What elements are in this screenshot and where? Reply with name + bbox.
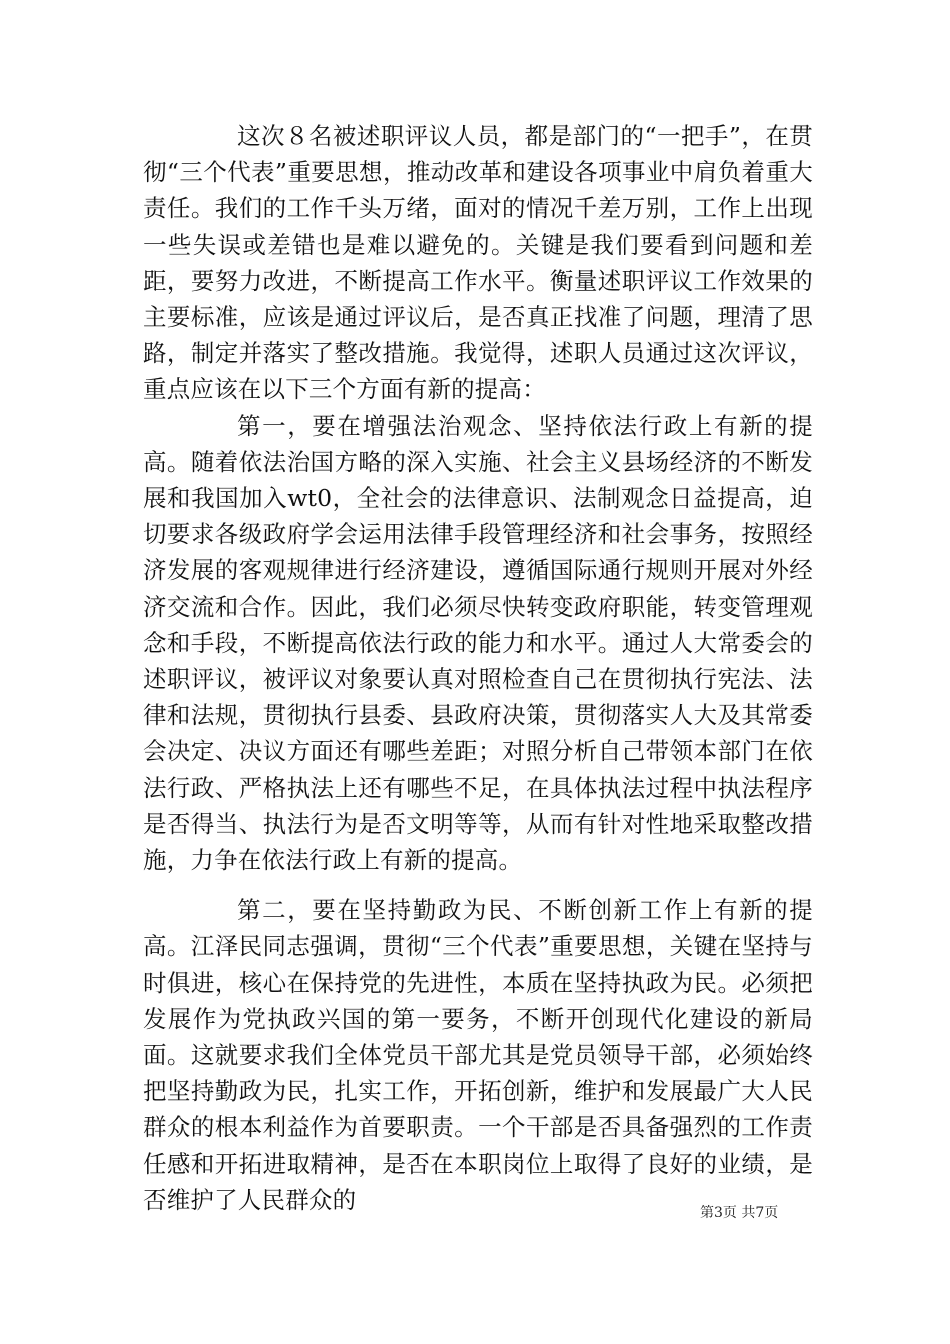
footer-suffix: 页 (764, 1205, 779, 1221)
paragraph-first-point: 第一，要在增强法治观念、坚持依法行政上有新的提高。随着依法治国方略的深入实施、社会主义县场经济的不断发展和我国加入wt0，全社会的法律意识、法制观念日益提高，迫切要求各级政府学会运用法律手段管理经济和社会事务，按照经济发展的客观规律进行经济建设，遵循国际通行规则开展对外经济交流和合作。因此，我们必须尽快转变政府职能，转变管理观念和手段，不断提高依法行政的能力和水平。通过人大常委会的述职评议，被评议对象要认真对照检查自己在贯彻执行宪法、法律和法规，贯彻执行县委、县政府决策，贯彻落实人大及其常委会决定、决议方面还有哪些差距；对照分析自己带领本部门在依法行政、严格执法上还有哪些不足，在具体执法过程中执法程序是否得当、执法行为是否文明等等，从而有针对性地采取整改措施，力争在依法行政上有新的提高。 (143, 411, 813, 875)
page-footer (700, 1204, 840, 1222)
paragraph-second-point: 第二，要在坚持勤政为民、不断创新工作上有新的提高。江泽民同志强调，贯彻“三个代表”重要思想，关键在坚持与时俱进，核心在保持党的先进性，本质在坚持执政为民。必须把发展作为党执政兴国的第一要务，不断开创现代化建设的新局面。这就要求我们全体党员干部尤其是党员领导干部，必须始终把坚持勤政为民，扎实工作，开拓创新，维护和发展最广大人民群众的根本利益作为首要职责。一个干部是否具备强烈的工作责任感和开拓进取精神，是否在本职岗位上取得了良好的业绩，是否维护了人民群众的 (143, 896, 813, 1214)
footer-prefix: 第 (700, 1205, 714, 1221)
paragraph-intro: 这次８名被述职评议人员，都是部门的“一把手”，在贯彻“三个代表”重要思想，推动改革和建设各项事业中肩负着重大责任。我们的工作千头万绪，面对的情况千差万别，工作上出现一些失误或差错也是难以避免的。关键是我们要看到问题和差距，要努力改进，不断提高工作水平。衡量述职评议工作效果的主要标准，应该是通过评议后，是否真正找准了问题，理清了思路，制定并落实了整改措施。我觉得，述职人员通过这次评议，重点应该在以下三个方面有新的提高： (143, 122, 813, 404)
footer-current-page: 3 (714, 1205, 723, 1221)
document-body (143, 118, 813, 1218)
footer-total-pages: 7 (755, 1205, 765, 1221)
footer-middle: 页 共 (722, 1205, 756, 1221)
